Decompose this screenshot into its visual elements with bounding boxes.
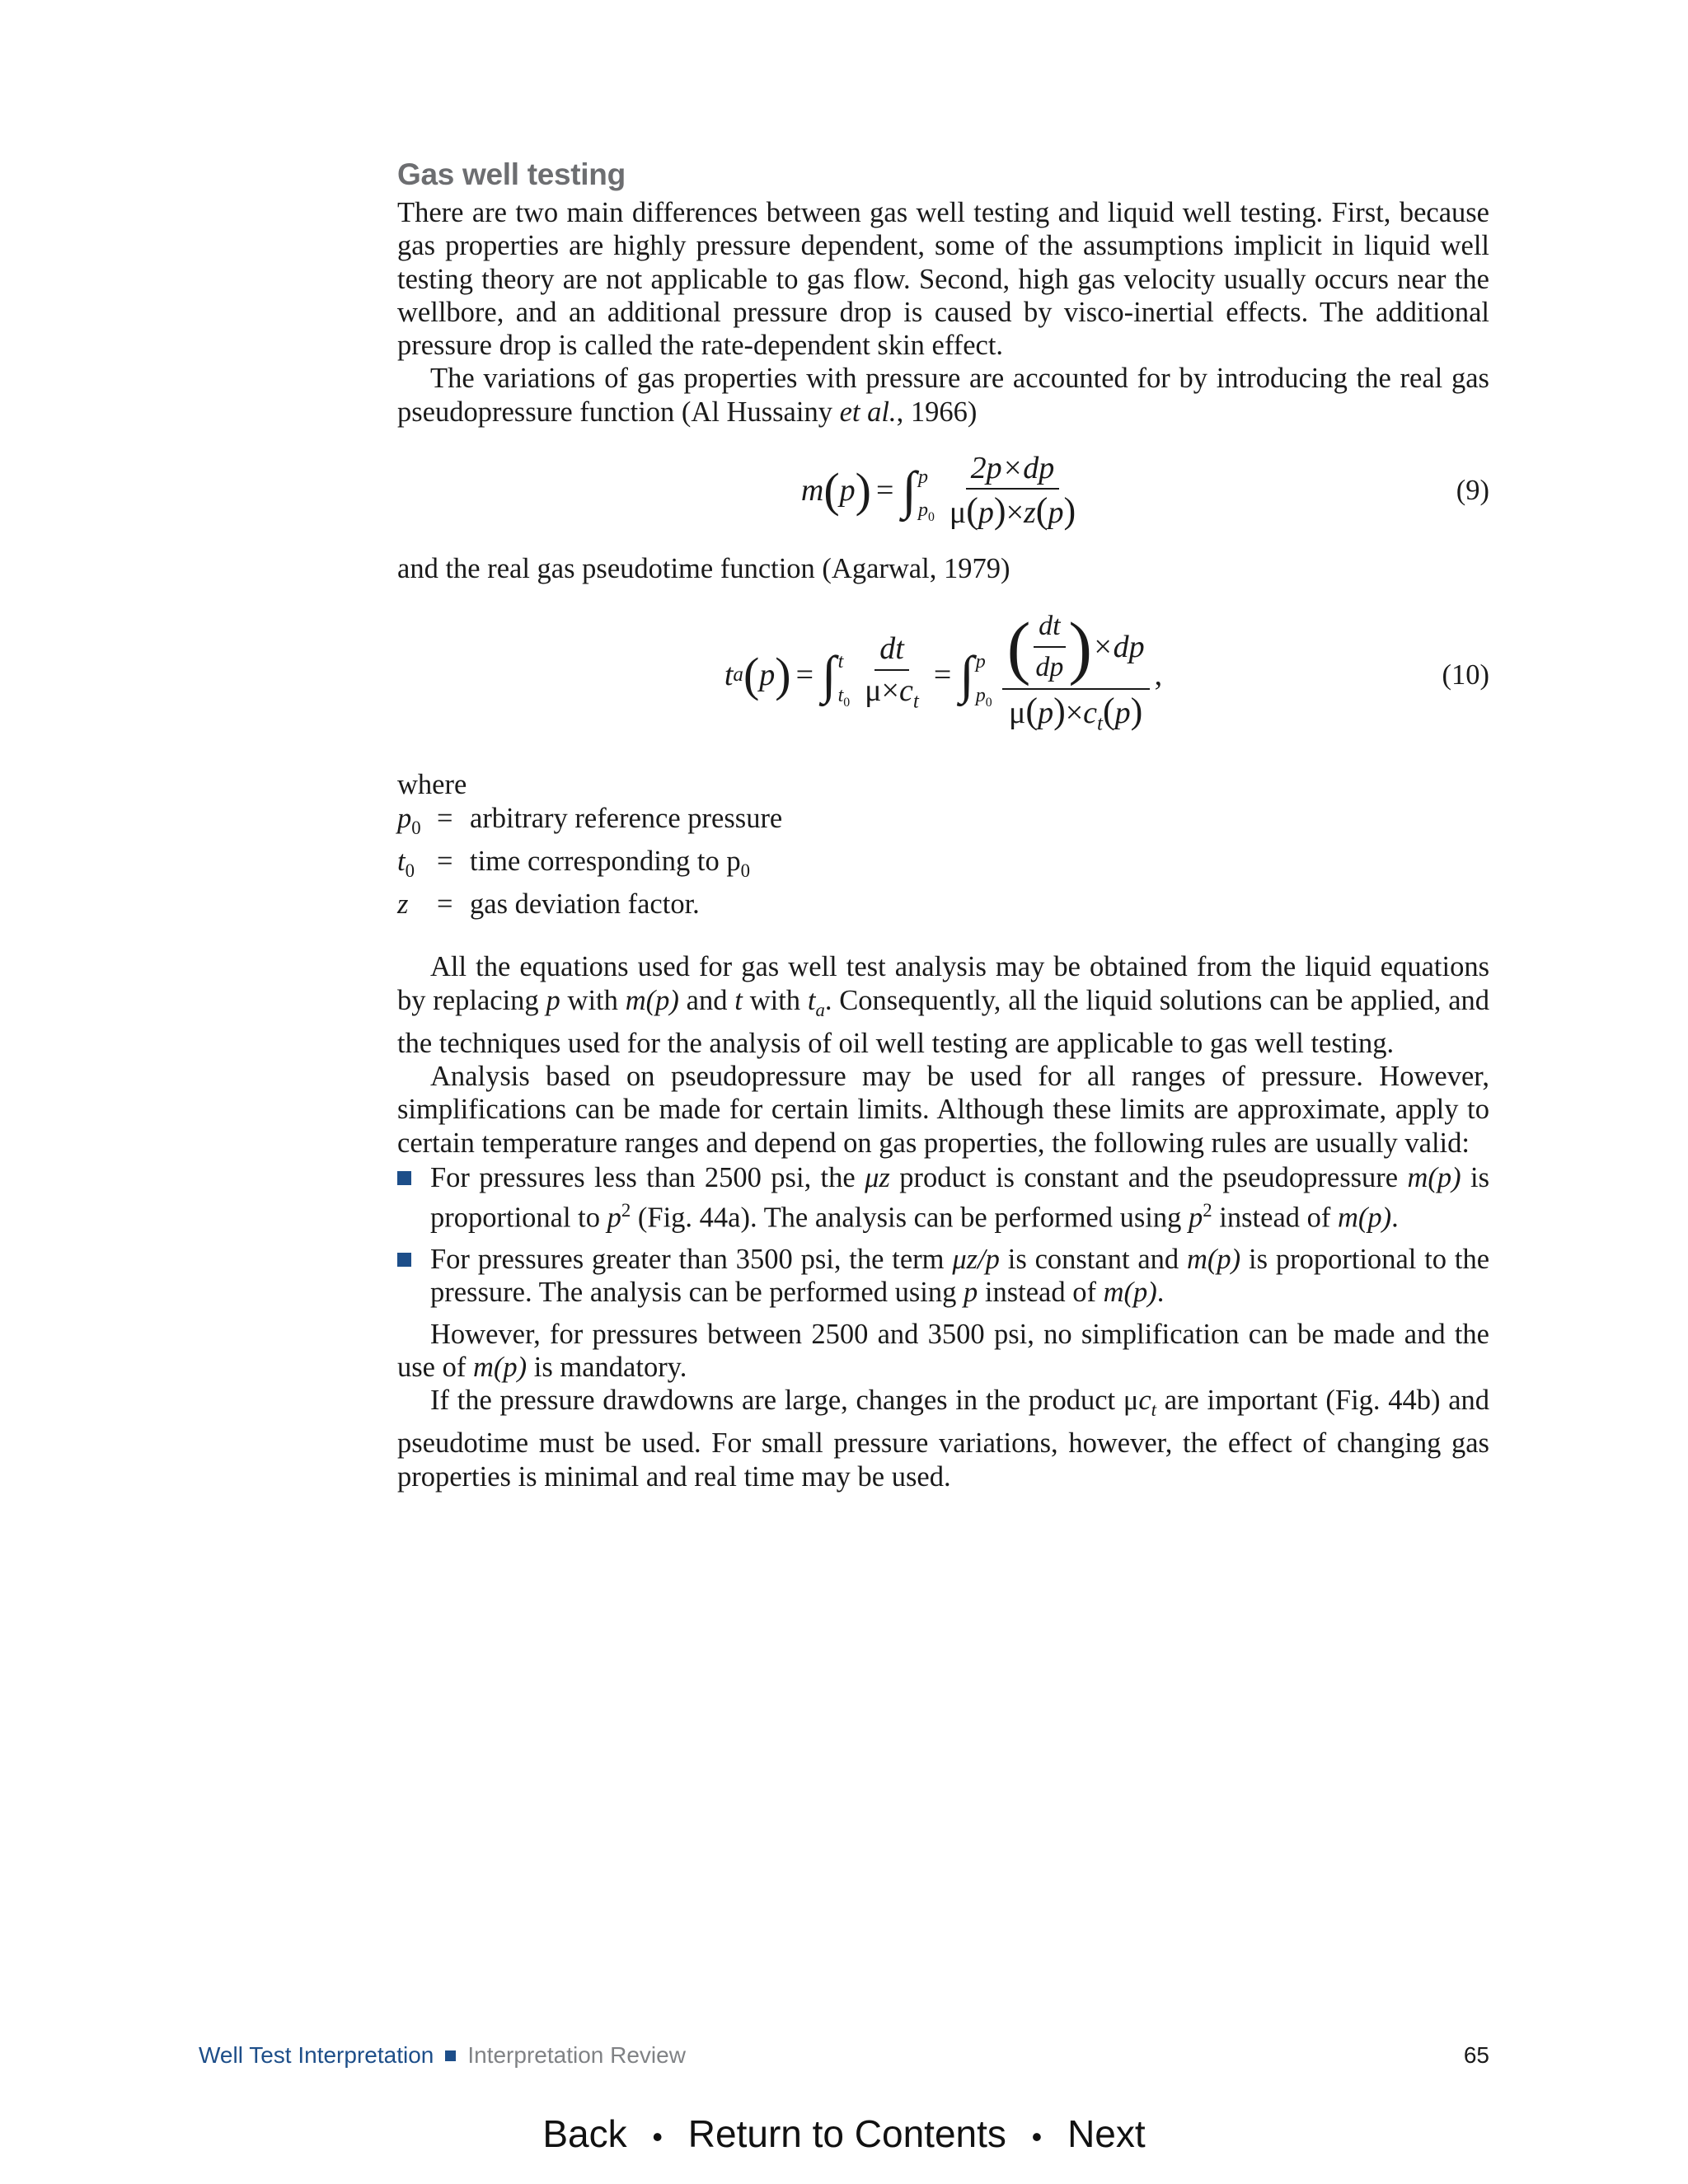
integral-sign: ∫ (822, 645, 837, 705)
equation-number: (10) (1442, 659, 1489, 691)
paragraph-pseudotime: and the real gas pseudotime function (Agarwal, 1979) (397, 553, 1010, 585)
back-link[interactable]: Back (542, 2112, 627, 2155)
equation-10-fraction-2: ( $\frac{dt}{dp}$ ) ×dp $\mu(p)\times c_t(p)$ (1002, 610, 1150, 740)
main-content (397, 157, 1489, 1493)
paragraph-equations: All the equations used for gas well test analysis may be obtained from the liquid equations by replacing p with m(p) and t with $t_a$. Consequently, all the liquid solutions can be applied, and the techniques used for the analysis of oil well testing are applicable to gas well testing. (397, 951, 1490, 1059)
footer-section-name: Interpretation Review (467, 2042, 686, 2068)
definition-list (397, 802, 1489, 921)
nav-separator: • (652, 2119, 663, 2154)
definition-row: $t_0$ = time corresponding to $p_0$ (397, 845, 751, 881)
paragraph-mandatory: However, for pressures between 2500 and 3500 psi, no simplification can be made and the use of m(p) is mandatory. (397, 1318, 1489, 1383)
integral-limits: p $p_0$ (917, 466, 935, 525)
rules-list (397, 1161, 1489, 1310)
equation-9-fraction: $\frac{2p\times dp}{\mu(p)\times z(p)}$ (949, 450, 1076, 532)
page-footer (199, 2042, 1489, 2069)
paragraph-pseudopressure: The variations of gas properties with pressure are accounted for by introducing the real gas pseudopressure function (Al Hussainy et al., 1966) (397, 363, 1489, 428)
paragraph-intro: There are two main differences between gas well testing and liquid well testing. First, because gas properties are highly pressure dependent, some of the assumptions implicit in liquid well testing theory are not applicable to gas flow. Second, high gas velocity usually occurs near the wellbore, and an additional pressure drop is caused by visco-inertial effects. The additional pressure drop is called the rate-dependent skin effect. (397, 197, 1489, 362)
definition-row: $p_0$ = arbitrary reference pressure (397, 802, 783, 838)
list-item: For pressures greater than 3500 psi, the term μz/p is constant and m(p) is proportional to the pressure. The analysis can be performed using p instead of m(p). (397, 1243, 1489, 1310)
next-link[interactable]: Next (1067, 2112, 1146, 2155)
footer-book-title: Well Test Interpretation (199, 2042, 434, 2068)
equation-10-fraction-1: $\frac{dt}{\mu\times c_t}$ (865, 631, 919, 713)
equation-number: (9) (1456, 474, 1489, 506)
footer-square-icon (445, 2050, 456, 2061)
integral-limits: t $t_0$ (837, 651, 851, 710)
equation-9 (397, 437, 1489, 544)
integral-limits: p $p_0$ (975, 651, 992, 710)
paragraph-analysis: Analysis based on pseudopressure may be used for all ranges of pressure. However, simplifications can be made for certain limits. Although these limits are approximate, apply to certain temperature ranges and depend on gas properties, the following rules are usually valid: (397, 1061, 1489, 1159)
equation-9-body: m ( p ) = ∫ p $p_0$ $\frac{2p\times dp}{\mu(p)\times z(p)}$ (397, 437, 1489, 544)
where-label: where (397, 769, 467, 801)
equation-10 (397, 597, 1489, 753)
navigation-bar (0, 2111, 1688, 2156)
bullet-square-icon (397, 1171, 411, 1185)
return-to-contents-link[interactable]: Return to Contents (687, 2112, 1006, 2155)
page-number: 65 (1463, 2042, 1489, 2068)
nav-separator: • (1031, 2119, 1043, 2154)
bullet-square-icon (397, 1253, 411, 1267)
list-item: For pressures less than 2500 psi, the μz product is constant and the pseudopressure m(p) is proportional to $p^2$ (Fig. 44a). The analysis can be performed using $p^2$ instead of m(p). (397, 1161, 1489, 1235)
integral-sign: ∫ (902, 461, 917, 520)
section-title: Gas well testing (397, 157, 626, 191)
definition-row: z = gas deviation factor. (397, 888, 700, 921)
integral-sign: ∫ (959, 645, 974, 705)
paragraph-drawdown: If the pressure drawdowns are large, changes in the product $\mu c_t$ are important (Fig. 44b) and pseudotime must be used. For small pressure variations, however, the effect of changing gas properties is minimal and real time may be used. (397, 1385, 1490, 1493)
equation-10-body: t a ( p ) = ∫ t $t_0$ $\frac{dt}{\mu\times c_t}$ = ∫ p $p_0$ ( $\frac{dt}{dp}$ ) ×dp $\mu(p)\times c_t(p)$ , (397, 597, 1489, 753)
